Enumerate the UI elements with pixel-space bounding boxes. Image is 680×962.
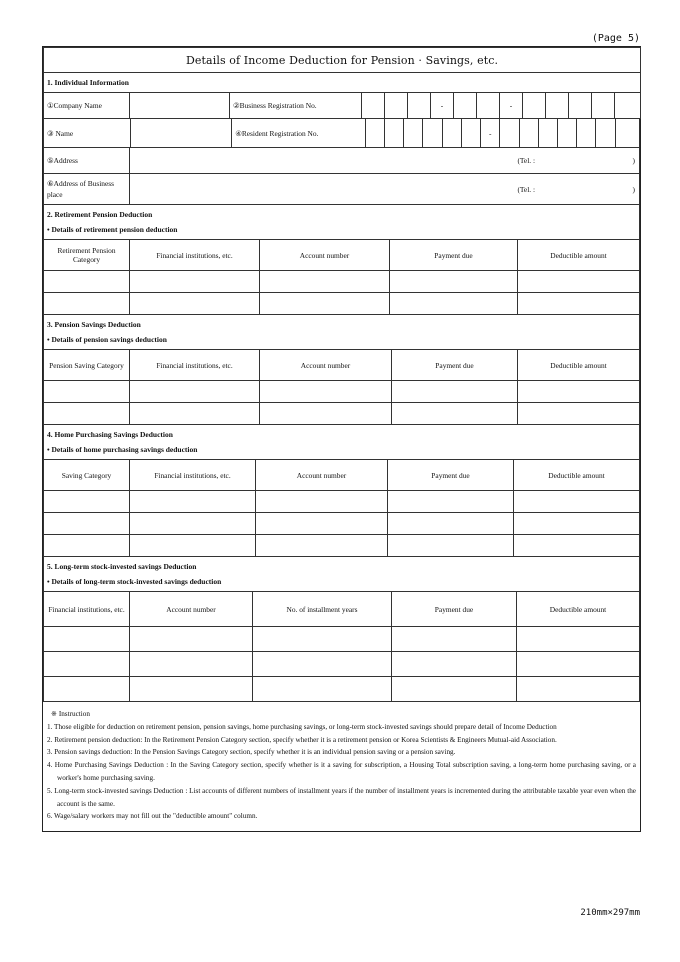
business-reg-dash: - (431, 93, 454, 119)
table-cell[interactable] (130, 677, 253, 702)
table-cell[interactable] (130, 403, 260, 425)
section-subheading: • Details of long-term stock-invested savings deduction (47, 577, 222, 586)
table-cell[interactable] (514, 491, 640, 513)
resident-reg-digit[interactable] (461, 119, 480, 148)
table-cell[interactable] (392, 677, 517, 702)
section-heading: 4. Home Purchasing Savings Deduction (47, 430, 173, 439)
business-reg-digit[interactable] (569, 93, 592, 119)
resident-row-table (43, 119, 640, 148)
resident-reg-digit[interactable] (538, 119, 557, 148)
table-cell[interactable] (44, 627, 130, 652)
table-cell[interactable] (130, 513, 256, 535)
column-header: Financial institutions, etc. (44, 592, 130, 627)
table-cell[interactable] (44, 293, 130, 315)
table-cell[interactable] (260, 381, 392, 403)
tel-close: ) (632, 184, 635, 194)
table-cell[interactable] (390, 271, 518, 293)
table-cell[interactable] (130, 652, 253, 677)
table-cell[interactable] (130, 271, 260, 293)
section-subheading: • Details of pension savings deduction (47, 335, 167, 344)
table-cell[interactable] (517, 677, 640, 702)
table-cell[interactable] (518, 381, 640, 403)
column-header: Deductible amount (514, 460, 640, 491)
company-name-label: ①Company Name (44, 93, 130, 119)
address-table (43, 148, 640, 205)
table-cell[interactable] (253, 652, 392, 677)
section-long-term-stock-savings (43, 557, 640, 702)
instruction-item: 6. Wage/salary workers may not fill out the "deductible amount" column. (47, 812, 258, 821)
table-cell[interactable] (518, 403, 640, 425)
section-home-purchasing-savings (43, 425, 640, 557)
column-header: Payment due (390, 240, 518, 271)
paper-size-note: 210mm×297mm (580, 908, 640, 918)
section-heading: 1. Individual Information (44, 73, 641, 93)
table-cell[interactable] (253, 677, 392, 702)
section-heading: 2. Retirement Pension Deduction (47, 210, 153, 219)
instruction-item: 4. Home Purchasing Savings Deduction : In the Saving Category section, specify whether is it a saving for subscription, a Housing Total subscription saving, a long-term home purchasing saving, or a worker's home purchasing saving. (47, 761, 636, 782)
table-cell[interactable] (130, 491, 256, 513)
table-cell[interactable] (253, 627, 392, 652)
business-address-field[interactable] (130, 174, 640, 205)
table-cell[interactable] (130, 293, 260, 315)
table-cell[interactable] (518, 271, 640, 293)
form-title: Details of Income Deduction for Pension · Savings, etc. (44, 48, 641, 73)
table-cell[interactable] (44, 403, 130, 425)
address-label: ⑤Address (44, 148, 130, 174)
business-reg-label: ②Business Registration No. (230, 93, 362, 119)
column-header: Account number (260, 350, 392, 381)
tel-label: (Tel. : (517, 156, 535, 165)
tel-close: ) (632, 156, 635, 165)
column-header: Account number (130, 592, 253, 627)
page-number: (Page 5) (591, 33, 640, 44)
resident-reg-dash: - (481, 119, 500, 148)
business-reg-digit[interactable] (408, 93, 431, 119)
name-field[interactable] (131, 119, 232, 148)
resident-reg-digit[interactable] (577, 119, 596, 148)
section-heading: 5. Long-term stock-invested savings Deduction (47, 562, 197, 571)
table-cell[interactable] (388, 491, 514, 513)
table-cell[interactable] (44, 652, 130, 677)
business-reg-digit[interactable] (477, 93, 500, 119)
table-cell[interactable] (517, 627, 640, 652)
resident-reg-digit[interactable] (365, 119, 384, 148)
instructions-box (43, 702, 640, 831)
section-heading: 3. Pension Savings Deduction (47, 320, 141, 329)
resident-reg-digit[interactable] (404, 119, 423, 148)
instruction-item: 3. Pension savings deduction: In the Pension Savings Category section, specify whether it is an individual pension saving or a pension saving. (47, 748, 456, 757)
table-cell[interactable] (44, 271, 130, 293)
column-header: Financial institutions, etc. (130, 460, 256, 491)
table-cell[interactable] (130, 381, 260, 403)
table-cell[interactable] (260, 403, 392, 425)
resident-reg-digit[interactable] (500, 119, 519, 148)
business-reg-digit[interactable] (385, 93, 408, 119)
table-cell[interactable] (44, 513, 130, 535)
business-reg-dash: - (500, 93, 523, 119)
instruction-item: 2. Retirement pension deduction: In the Retirement Pension Category section, specify whether it is a retirement pension or Korea Scientists & Engineers Mutual-aid Association. (47, 735, 557, 744)
tel-label: (Tel. : (517, 184, 535, 194)
instructions-heading: ※ Instruction (51, 710, 90, 718)
column-header: Account number (256, 460, 388, 491)
section-individual-info (43, 47, 641, 119)
resident-reg-label: ④Resident Registration No. (232, 119, 366, 148)
column-header: Financial institutions, etc. (130, 240, 260, 271)
column-header: Deductible amount (518, 350, 640, 381)
resident-reg-digit[interactable] (423, 119, 442, 148)
table-cell[interactable] (256, 513, 388, 535)
column-header: Retirement Pension Category (44, 240, 130, 271)
table-cell[interactable] (44, 677, 130, 702)
table-cell[interactable] (518, 293, 640, 315)
table-cell[interactable] (256, 491, 388, 513)
column-header: Payment due (392, 350, 518, 381)
instruction-item: 5. Long-term stock-invested savings Deduction : List accounts of different numbers of installment years if the number of installment years is incremented during the attributable taxable year even when the account is the same. (47, 786, 636, 808)
business-reg-digit[interactable] (523, 93, 546, 119)
address-field[interactable] (130, 148, 640, 174)
business-address-label: ⑥Address of Business place (44, 174, 130, 205)
income-deduction-form (42, 46, 641, 832)
column-header: Saving Category (44, 460, 130, 491)
table-cell[interactable] (517, 652, 640, 677)
table-cell[interactable] (130, 535, 256, 557)
column-header: Account number (260, 240, 390, 271)
company-name-field[interactable] (130, 93, 230, 119)
name-label: ③ Name (44, 119, 131, 148)
column-header: Deductible amount (518, 240, 640, 271)
resident-reg-digit[interactable] (557, 119, 576, 148)
column-header: No. of installment years (253, 592, 392, 627)
table-cell[interactable] (44, 535, 130, 557)
table-cell[interactable] (260, 293, 390, 315)
table-cell[interactable] (390, 293, 518, 315)
business-reg-digit[interactable] (454, 93, 477, 119)
business-reg-digit[interactable] (546, 93, 569, 119)
table-cell[interactable] (130, 627, 253, 652)
column-header: Financial institutions, etc. (130, 350, 260, 381)
business-reg-digit[interactable] (615, 93, 641, 119)
table-cell[interactable] (256, 535, 388, 557)
table-cell[interactable] (514, 535, 640, 557)
column-header: Pension Saving Category (44, 350, 130, 381)
table-cell[interactable] (392, 381, 518, 403)
table-cell[interactable] (514, 513, 640, 535)
table-cell[interactable] (388, 513, 514, 535)
business-reg-digit[interactable] (592, 93, 615, 119)
resident-reg-digit[interactable] (519, 119, 538, 148)
table-cell[interactable] (392, 652, 517, 677)
column-header: Payment due (388, 460, 514, 491)
resident-reg-digit[interactable] (384, 119, 403, 148)
table-cell[interactable] (44, 491, 130, 513)
table-cell[interactable] (392, 403, 518, 425)
table-cell[interactable] (44, 381, 130, 403)
table-cell[interactable] (392, 627, 517, 652)
resident-reg-digit[interactable] (442, 119, 461, 148)
table-cell[interactable] (388, 535, 514, 557)
section-subheading: • Details of retirement pension deduction (47, 225, 178, 234)
table-cell[interactable] (260, 271, 390, 293)
column-header: Deductible amount (517, 592, 640, 627)
section-pension-savings (43, 315, 640, 425)
instruction-item: 1. Those eligible for deduction on retirement pension, pension savings, home purchasing savings, or long-term stock-invested savings should prepare detail of Income Deduction (47, 722, 557, 731)
column-header: Payment due (392, 592, 517, 627)
business-reg-digit[interactable] (362, 93, 385, 119)
section-retirement-pension (43, 205, 640, 315)
resident-reg-digit[interactable] (615, 119, 639, 148)
resident-reg-digit[interactable] (596, 119, 615, 148)
section-subheading: • Details of home purchasing savings deduction (47, 445, 198, 454)
